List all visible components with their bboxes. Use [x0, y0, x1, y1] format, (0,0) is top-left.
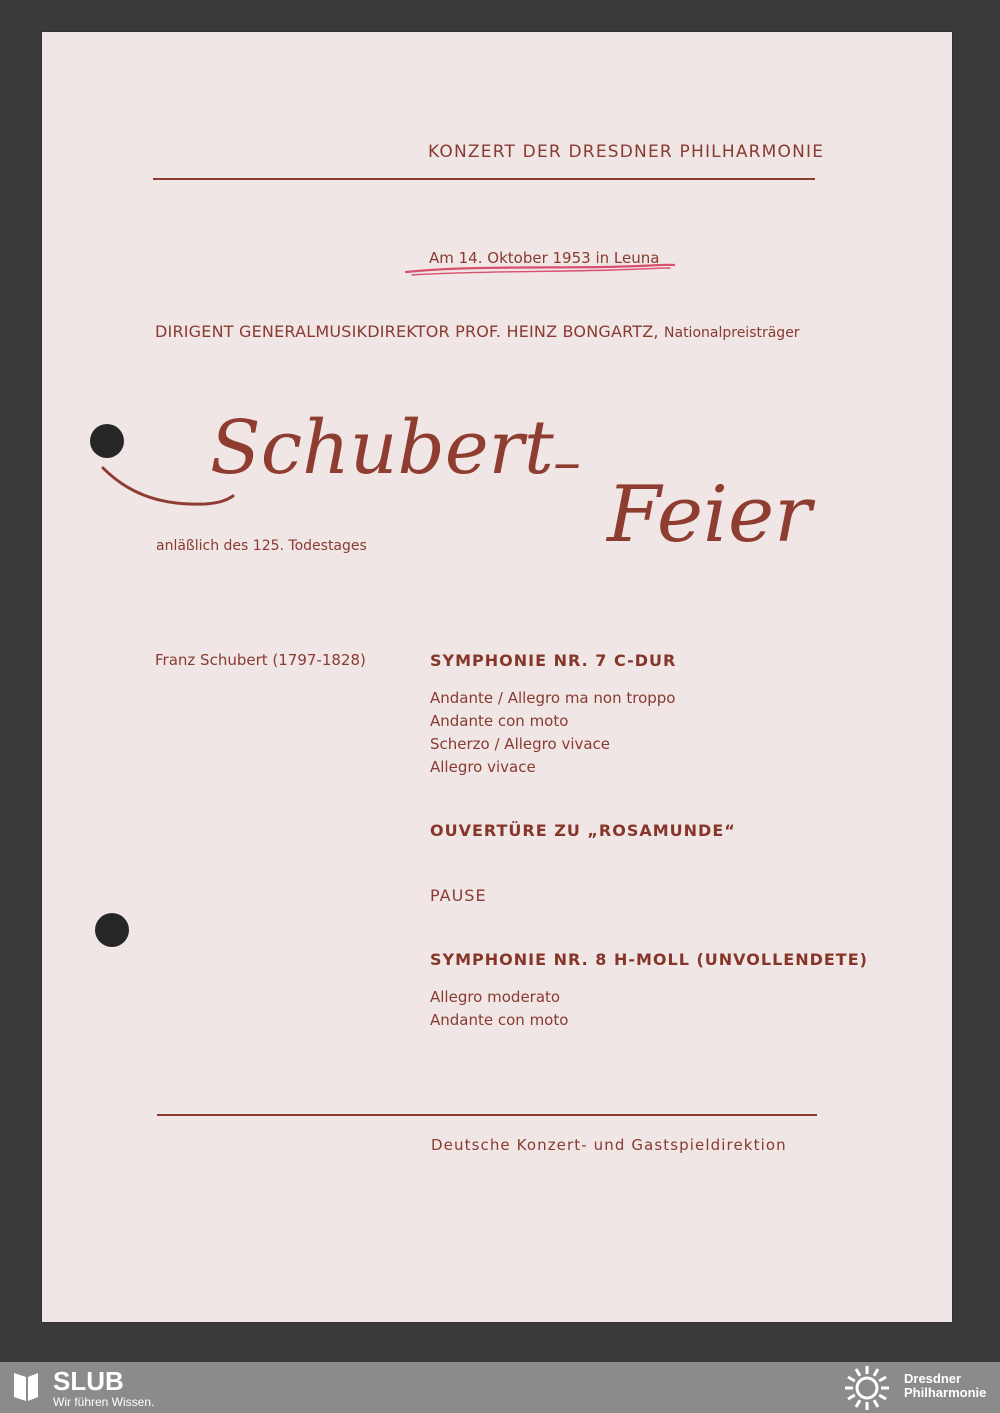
occasion-subtitle: anläßlich des 125. Todestages: [156, 538, 367, 554]
handwritten-underline: [402, 262, 682, 282]
movement-item: Scherzo / Allegro vivace: [430, 735, 611, 753]
composer-credit: Franz Schubert (1797-1828): [155, 651, 366, 669]
header-divider: [153, 178, 815, 180]
conductor-name: DIRIGENT GENERALMUSIKDIREKTOR PROF. HEINZ BONGARTZ,: [155, 322, 659, 341]
program-sheet: [42, 32, 952, 1322]
movement-item: Allegro moderato: [430, 988, 561, 1006]
intermission-label: PAUSE: [430, 886, 487, 905]
concert-header: KONZERT DER DRESDNER PHILHARMONIE: [428, 142, 825, 162]
dresdner-philharmonie-logo-text[interactable]: [904, 1372, 986, 1400]
conductor-line: [155, 322, 800, 341]
work-title: SYMPHONIE NR. 7 C-DUR: [430, 651, 677, 670]
dp-name-line2: Philharmonie: [904, 1385, 987, 1400]
headline-dash: –: [553, 430, 581, 495]
headline-feier: Feier: [607, 470, 812, 560]
headline-schubert: Schubert: [210, 405, 554, 491]
movement-item: Andante con moto: [430, 1011, 569, 1029]
concert-date: Am 14. Oktober 1953 in Leuna: [429, 249, 660, 267]
movement-item: Allegro vivace: [430, 758, 536, 776]
dresdner-philharmonie-logo-icon[interactable]: [842, 1364, 892, 1412]
agency-credit: Deutsche Konzert- und Gastspieldirektion: [431, 1136, 787, 1154]
footer-divider: [157, 1114, 817, 1116]
archive-footer-bar: [0, 1362, 1000, 1413]
dp-name-line1: Dresdner: [904, 1371, 962, 1386]
punch-hole: [95, 913, 129, 947]
slub-logo-icon[interactable]: [12, 1369, 40, 1403]
movement-item: Andante con moto: [430, 712, 569, 730]
slub-tagline: Wir führen Wissen.: [53, 1395, 155, 1409]
work-title: OUVERTÜRE ZU „ROSAMUNDE“: [430, 821, 736, 840]
movement-item: Andante / Allegro ma non troppo: [430, 689, 676, 707]
conductor-award: Nationalpreisträger: [664, 325, 800, 341]
slub-logo-text[interactable]: SLUB: [53, 1366, 124, 1396]
work-title: SYMPHONIE NR. 8 H-MOLL (UNVOLLENDETE): [430, 950, 868, 969]
punch-hole: [90, 424, 124, 458]
